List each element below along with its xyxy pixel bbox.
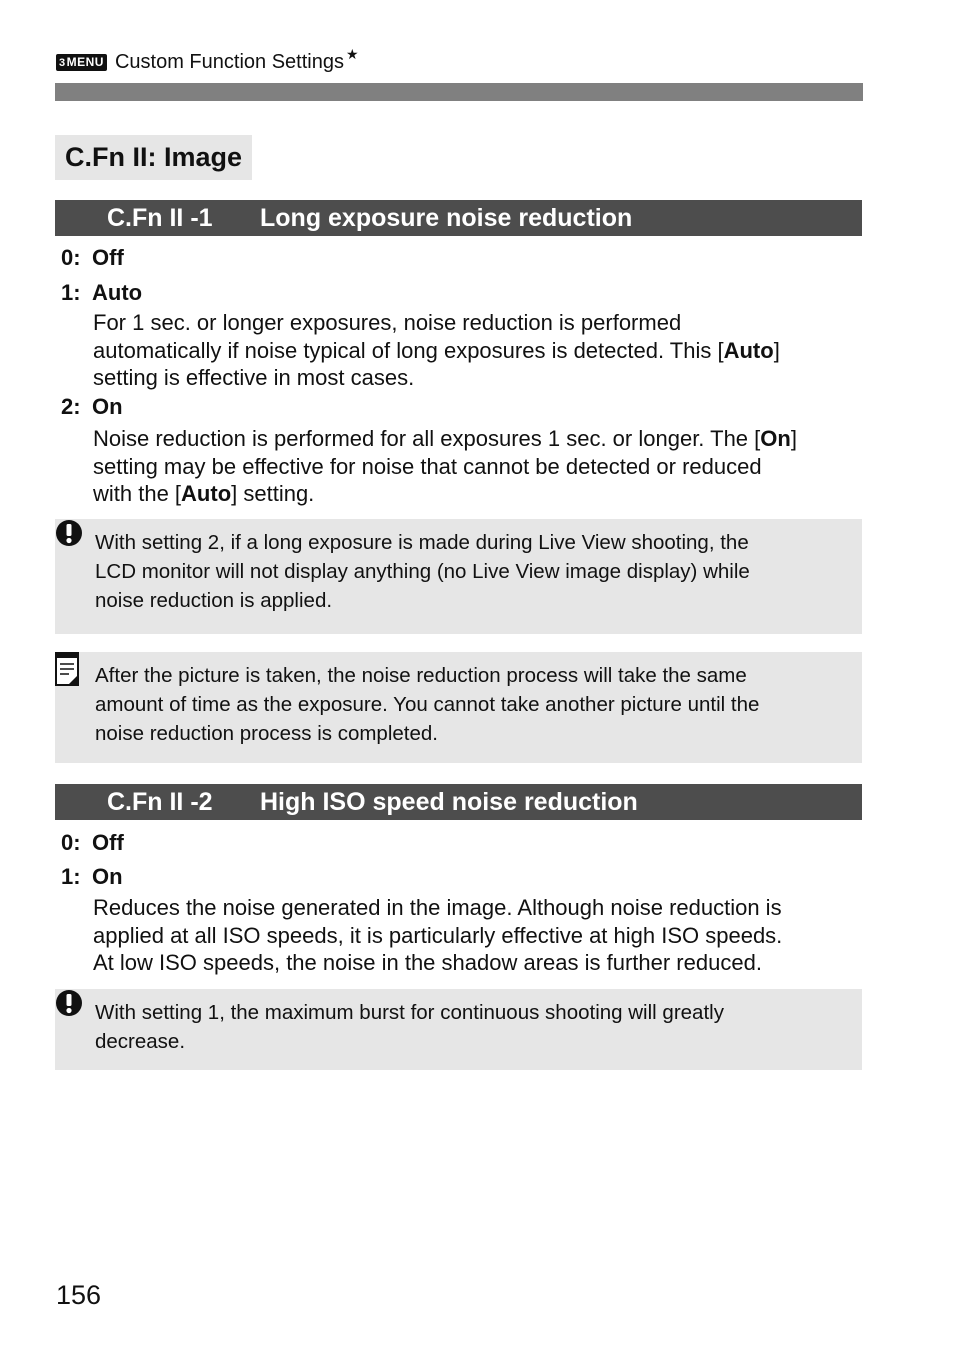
function-label: High ISO speed noise reduction <box>260 787 638 816</box>
caution-icon <box>55 519 83 547</box>
caution-text: With setting 2, if a long exposure is made during Live View shooting, the LCD monitor will not display anything (no Live View image display) while noise reduction is applied. <box>95 531 750 612</box>
function-number: C.Fn II -1 <box>107 203 213 232</box>
caution-text: With setting 1, the maximum burst for continuous shooting will greatly decrease. <box>95 1001 724 1053</box>
option-on-description: Noise reduction is performed for all exposures 1 sec. or longer. The [On] setting may be effective for noise that cannot be detected or reduced with the [Auto] setting. <box>93 426 797 506</box>
star-icon: ★ <box>345 45 359 62</box>
menu-tab-icon: 3MENU <box>56 54 107 71</box>
option-auto-description: For 1 sec. or longer exposures, noise reduction is performed automatically if noise typical of long exposures is detected. This [Auto] setting is effective in most cases. <box>93 310 780 390</box>
function-heading-2 <box>55 784 862 820</box>
memo-note <box>55 652 862 763</box>
option-on: 2: On <box>61 394 123 419</box>
memo-icon <box>55 652 79 686</box>
function-label: Long exposure noise reduction <box>260 203 633 232</box>
caution-icon <box>55 989 83 1017</box>
option-on: 1: On <box>61 864 123 889</box>
function-number: C.Fn II -2 <box>107 787 213 816</box>
caution-note <box>55 519 862 634</box>
memo-text: After the picture is taken, the noise reduction process will take the same amount of time as the exposure. You cannot take another picture until the noise reduction process is completed. <box>95 664 760 745</box>
header-title: Custom Function Settings <box>114 50 344 73</box>
header-divider <box>55 83 863 101</box>
caution-note <box>55 989 862 1070</box>
page-number: 156 <box>56 1280 102 1310</box>
option-auto: 1: Auto <box>61 280 143 305</box>
option-on-description: Reduces the noise generated in the image. Although noise reduction is applied at all ISO speeds, it is particularly effective at high ISO speeds. At low ISO speeds, the noise in the shadow areas is further reduced. <box>93 895 783 975</box>
option-off: 0: Off <box>61 830 124 855</box>
running-header <box>56 45 359 76</box>
option-off: 0: Off <box>61 245 124 270</box>
function-heading-1 <box>55 200 862 236</box>
section-title: C.Fn II: Image <box>55 135 252 180</box>
